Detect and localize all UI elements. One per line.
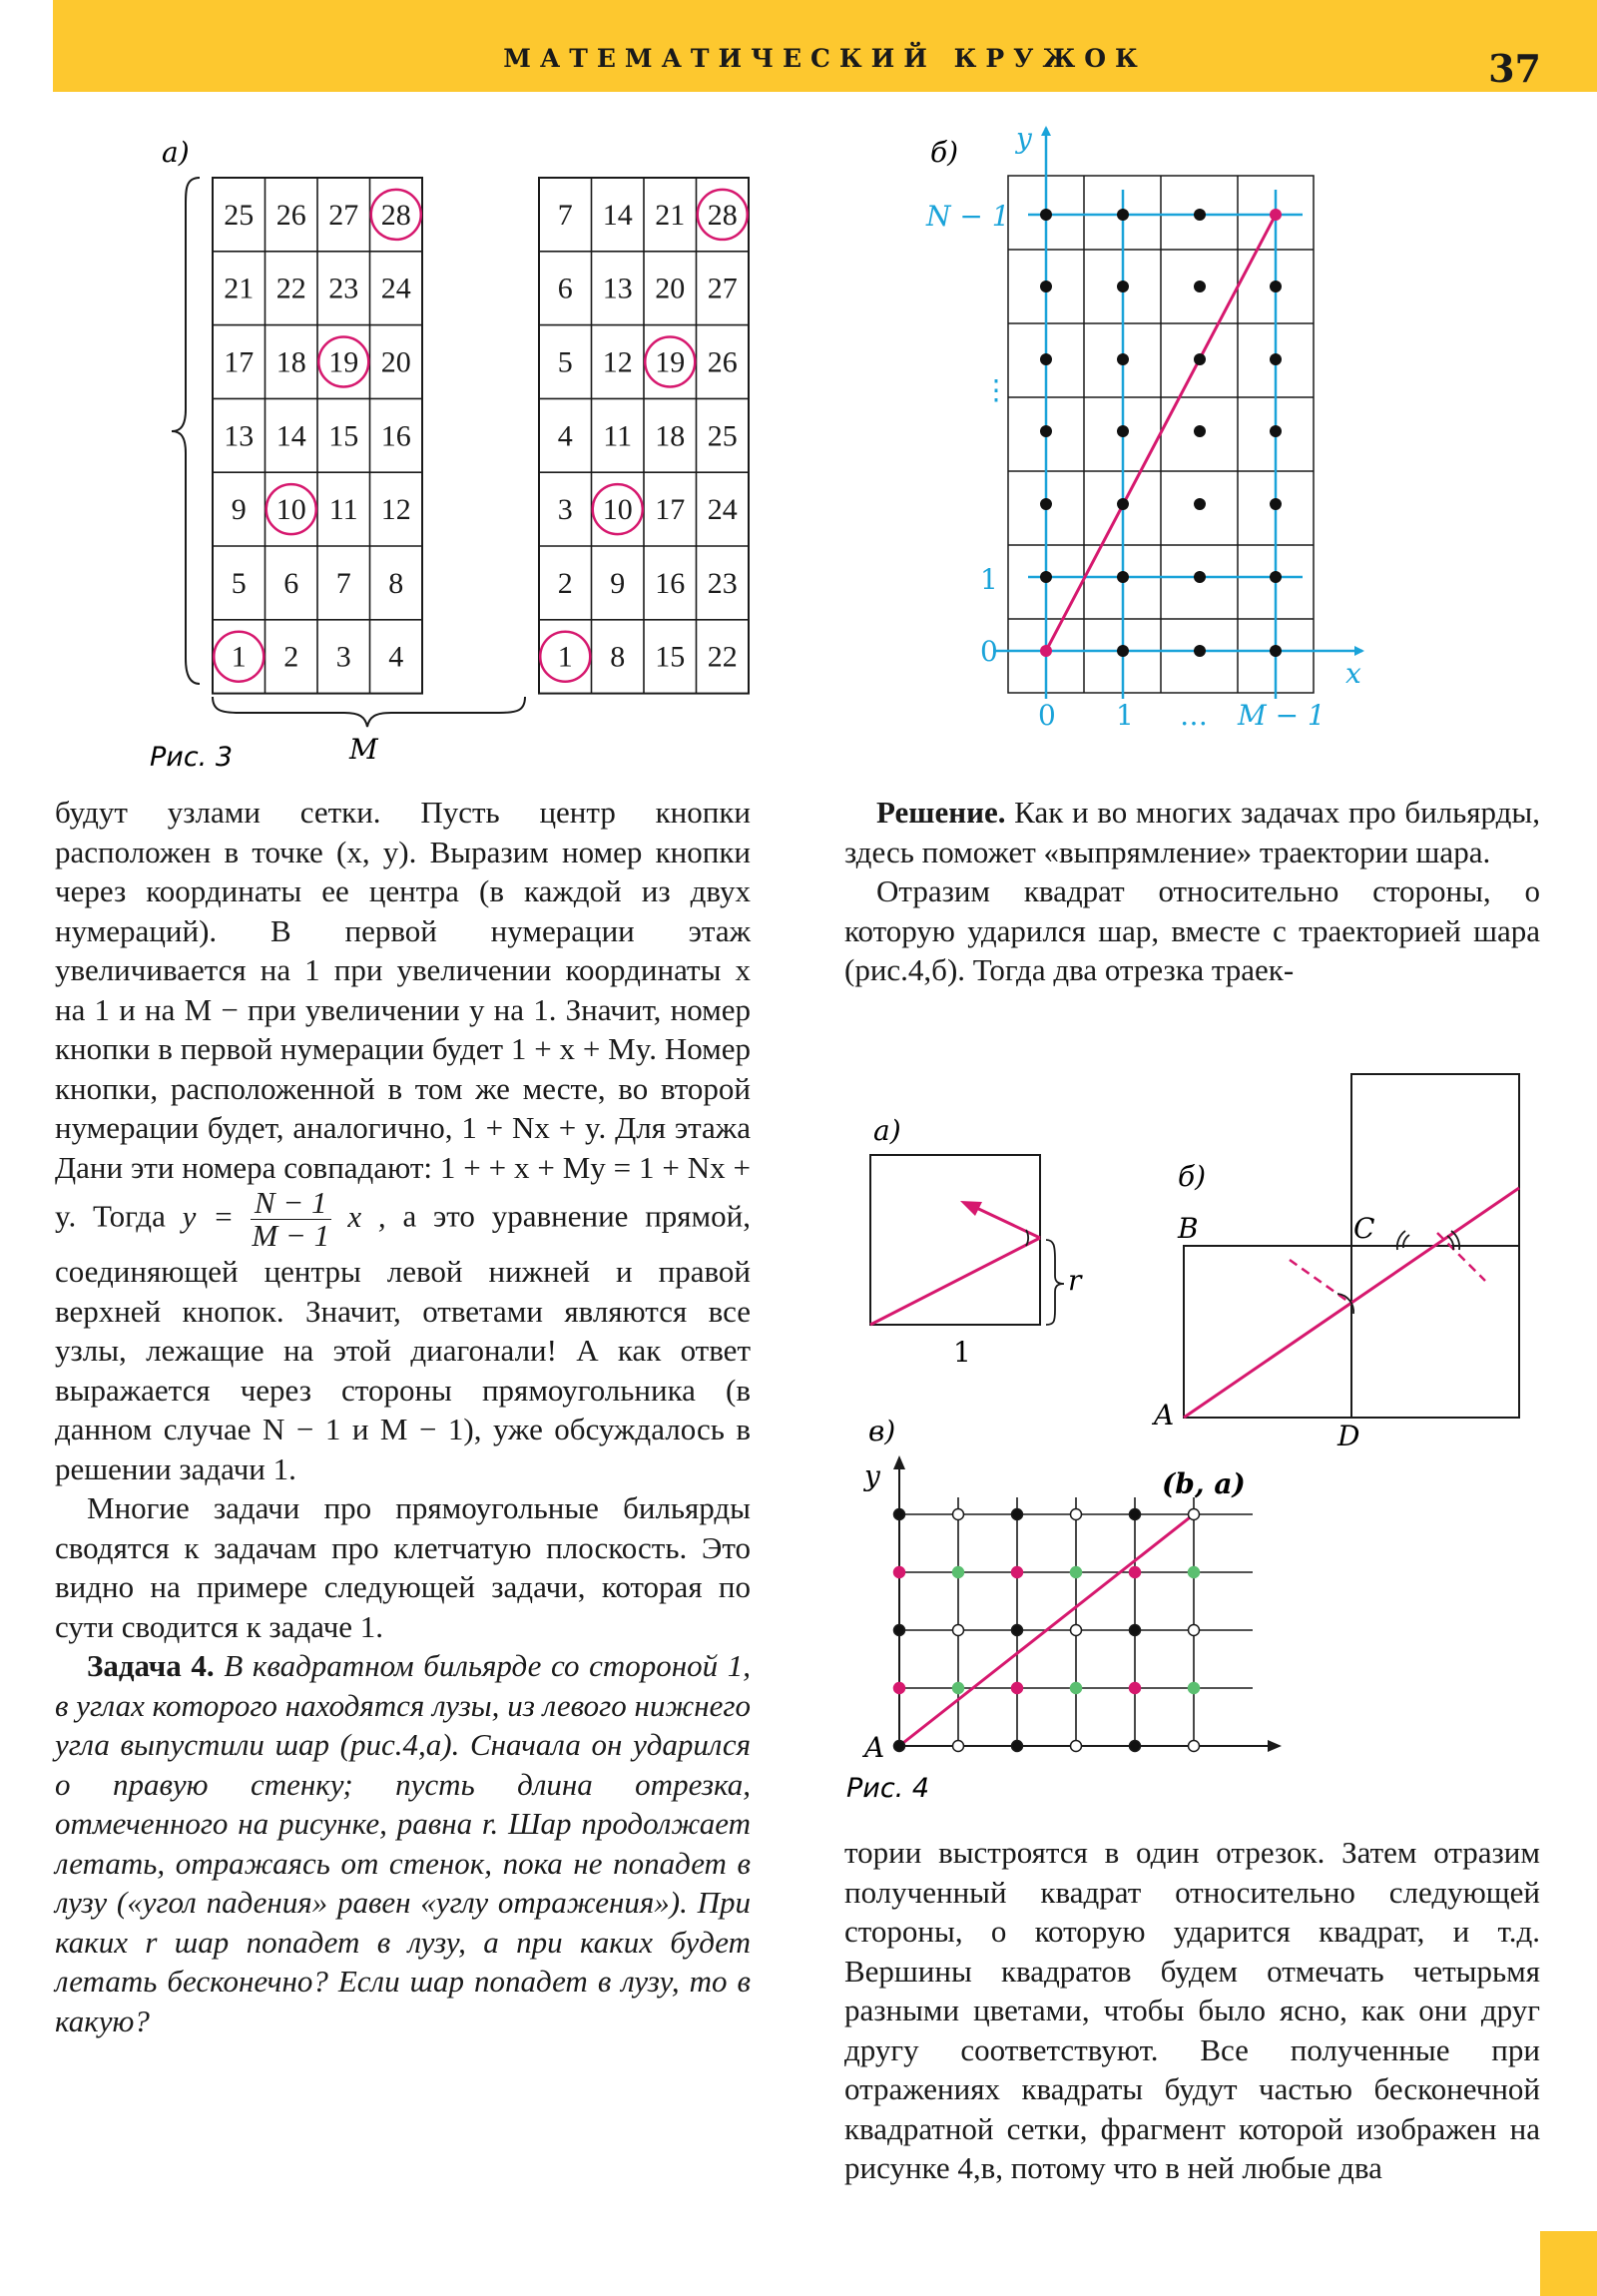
fig3b-node-dot <box>1194 571 1206 583</box>
fig3b-xlabel-one: 1 <box>1116 699 1134 732</box>
fig4v-node-dot <box>1012 1625 1023 1636</box>
fig3b-node-dot <box>1194 645 1206 657</box>
fig3b-ylabel-zero: 0 <box>980 635 998 668</box>
fig4v-node-dot <box>1071 1509 1082 1520</box>
fig4a-label: а) <box>873 1114 901 1147</box>
fig3b-node-dot <box>1117 209 1129 221</box>
fig4v-node-dot <box>1189 1741 1200 1752</box>
fig3b-node-dot <box>1040 571 1052 583</box>
grid-left-cell: 5 <box>231 566 247 600</box>
fraction-numerator: N − 1 <box>251 1187 331 1220</box>
equation-rhs: x , <box>347 1198 386 1234</box>
task-4 <box>55 1646 751 2040</box>
fig4v-node-dot <box>1130 1567 1141 1578</box>
fig4v-node-dot <box>953 1741 964 1752</box>
fig4-caption: Рис. 4 <box>846 1773 930 1804</box>
grid-left-cell: 8 <box>388 566 404 600</box>
fig4b-square-3 <box>1351 1074 1519 1246</box>
fig3b-xlabel-zero: 0 <box>1038 699 1056 732</box>
fig4b-pt-D: D <box>1337 1420 1360 1452</box>
task-text: В квадратном бильярде со стороной 1, в углах которого находятся лузы, из левого нижнего угла выпустили шар (рис.4,а). Сначала он ударился о правую стенку; пусть длина отрезка, отмеченного на рисунке, равна r. Шар продолжает летать, отражаясь от стенок, пока не попадет в лузу («угол падения» равен «углу отражения»). При каких r шар попадет в лузу, а при каких будет летать бесконечно? Если шар попадет в лузу, то в какую? <box>55 1648 752 2038</box>
fig4v-node-dot <box>1071 1683 1082 1694</box>
fig4v-node-dot <box>1130 1683 1141 1694</box>
grid-left-cell: 7 <box>335 566 351 600</box>
fig4a-square <box>870 1155 1040 1325</box>
grid-right-cell: 28 <box>707 198 738 232</box>
fig4v-node-dot <box>1071 1625 1082 1636</box>
fig4v-node-dot <box>894 1741 905 1752</box>
grid-right-cell: 20 <box>655 272 686 305</box>
fig4v-node-dot <box>894 1567 905 1578</box>
fig4v-node-dot <box>1189 1567 1200 1578</box>
grid-right-cell: 4 <box>557 419 573 453</box>
fig4v-label: в) <box>868 1415 896 1447</box>
fig4v-pt-ba: (b, a) <box>1162 1467 1246 1500</box>
fig3b-node-dot <box>1040 209 1052 221</box>
grid-right-cell: 19 <box>655 345 686 379</box>
fig3b-xlabel-dots: … <box>1180 699 1208 732</box>
grid-left-cell: 14 <box>275 419 306 453</box>
grid-right-cell: 15 <box>655 640 686 674</box>
left-paragraph-2: Многие задачи про прямоугольные бильярды сводятся к задачам про клетчатую плоскость. Это видно на примере следующей задачи, которая по сути сводится к задаче 1. <box>55 1490 751 1644</box>
fig4v-node-dot <box>1012 1567 1023 1578</box>
fig4v-pt-A: A <box>864 1731 885 1764</box>
grid-left-cell: 2 <box>283 640 299 674</box>
fig4v-node-dot <box>1130 1509 1141 1520</box>
grid-left-cell: 6 <box>283 566 299 600</box>
fig3b-node-dot <box>1270 645 1282 657</box>
grid-left-cell: 18 <box>275 345 306 379</box>
fig3b-label: б) <box>930 136 959 169</box>
fig4b-dash-1 <box>1290 1260 1351 1304</box>
grid-right-cell: 22 <box>707 640 738 674</box>
grid-left-cell: 24 <box>380 272 411 305</box>
grid-left-cell: 9 <box>231 493 247 527</box>
grid-left-cell: 26 <box>275 198 306 232</box>
figure4b <box>1151 1074 1519 1452</box>
fig4v-node-dot <box>953 1625 964 1636</box>
grid-right-cell: 6 <box>557 272 573 305</box>
equation-lhs: y = <box>182 1198 235 1234</box>
fig3b-node-dot <box>1270 281 1282 292</box>
fig4v-node-dot <box>953 1683 964 1694</box>
grid-left-cell: 20 <box>380 345 411 379</box>
fig4b-square-1 <box>1184 1246 1351 1418</box>
fig4b-angle-arc-3 <box>1447 1231 1459 1250</box>
fig4v-node-dot <box>894 1683 905 1694</box>
figure3a <box>150 136 749 773</box>
grid-left-cell: 16 <box>380 419 411 453</box>
left-brace <box>172 178 200 684</box>
fig4b-pt-B: B <box>1178 1212 1199 1245</box>
grid-left-cell: 21 <box>224 272 255 305</box>
grid-left-cell: 10 <box>275 493 306 527</box>
fig4a-r-brace <box>1046 1240 1064 1325</box>
solution-label: Решение. <box>876 795 1006 830</box>
fig4v-node-dot <box>1130 1741 1141 1752</box>
grid-left-cell: 4 <box>388 640 404 674</box>
grid-left-cell: 12 <box>380 493 411 527</box>
grid-left-cell: 23 <box>328 272 359 305</box>
grid-right-cell: 7 <box>557 198 573 232</box>
bottom-brace <box>213 697 525 727</box>
fig4v-node-dot <box>894 1509 905 1520</box>
fig3b-node-dot <box>1117 571 1129 583</box>
fig3b-node-dot <box>1270 571 1282 583</box>
bottom-brace-label: M <box>349 733 378 766</box>
fraction-denominator: M − 1 <box>252 1218 330 1253</box>
fig4a-trajectory-1 <box>870 1238 1040 1325</box>
fig4b-label: б) <box>1178 1160 1207 1193</box>
fig3b-node-dot <box>1194 353 1206 365</box>
fig3b-node-dot <box>1270 209 1282 221</box>
solution-text: Как и во многих задачах про бильярды, здесь поможет «выпрямление» траектории шара. <box>844 795 1540 869</box>
fig4a-angle-arc <box>1026 1230 1028 1246</box>
fig3-caption: Рис. 3 <box>150 742 234 773</box>
fig4b-square-2 <box>1351 1246 1519 1418</box>
grid-left-cell: 22 <box>275 272 306 305</box>
grid-left-cell: 3 <box>335 640 351 674</box>
figure4a <box>870 1114 1083 1369</box>
fig4v-node-dot <box>953 1567 964 1578</box>
fig4v-node-dot <box>1071 1741 1082 1752</box>
fig4a-trajectory-2 <box>970 1205 1040 1238</box>
fig3b-node-dot <box>1270 425 1282 437</box>
fig3b-node-dot <box>1040 425 1052 437</box>
fig3a-label: а) <box>162 136 190 169</box>
grid-right-cell: 14 <box>602 198 633 232</box>
grid-right-cell: 27 <box>707 272 738 305</box>
grid-right <box>539 178 749 694</box>
grid-right-cell: 16 <box>655 566 686 600</box>
fig3b-xlabel-last: M − 1 <box>1238 699 1326 732</box>
fig4v-node-dot <box>894 1625 905 1636</box>
grid-right-cell: 18 <box>655 419 686 453</box>
fig4v-node-dot <box>1012 1741 1023 1752</box>
grid-right-cell: 12 <box>602 345 633 379</box>
grid-right-cell: 8 <box>610 640 626 674</box>
grid-left-cell: 17 <box>224 345 255 379</box>
grid-left-cell: 1 <box>231 640 247 674</box>
grid-left-cell: 19 <box>328 345 359 379</box>
figure3b <box>925 122 1362 732</box>
fig3b-node-dot <box>1194 209 1206 221</box>
fig3b-node-dot <box>1194 281 1206 292</box>
right-paragraph-2: Отразим квадрат относительно стороны, о которую ударился шар, вместе с траекторией шара (рис.4,б). Тогда два отрезка траек- <box>844 873 1540 987</box>
grid-right-cell: 21 <box>655 198 686 232</box>
fig4v-node-dot <box>953 1509 964 1520</box>
fig3b-node-dot <box>1270 353 1282 365</box>
grid-right-cell: 5 <box>557 345 573 379</box>
solution-paragraph <box>844 793 1540 871</box>
left-paragraph-1 <box>55 793 751 1488</box>
fig3b-ylabel-top: N − 1 <box>926 200 1010 233</box>
fig4b-angle-arc-2 <box>1397 1231 1409 1250</box>
fig4v-node-dot <box>1012 1509 1023 1520</box>
grid-right-cell: 3 <box>557 493 573 527</box>
fig3b-axis-y: y <box>1016 122 1032 155</box>
fig4a-arrowhead <box>960 1201 982 1216</box>
fig4v-node-dot <box>1071 1567 1082 1578</box>
fig3b-node-dot <box>1194 498 1206 510</box>
grid-left-cell: 11 <box>328 493 358 527</box>
fig4a-one-label: 1 <box>953 1336 971 1369</box>
grid-right-cell: 24 <box>707 493 738 527</box>
fig3b-node-dot <box>1194 425 1206 437</box>
grid-right-cell: 10 <box>602 493 633 527</box>
grid-left-cell: 28 <box>380 198 411 232</box>
grid-right-cell: 17 <box>655 493 686 527</box>
figure4v <box>846 1415 1280 1804</box>
fig4b-pt-A: A <box>1154 1399 1175 1432</box>
fig3b-node-dot <box>1117 353 1129 365</box>
grid-right-cell: 2 <box>557 566 573 600</box>
right-paragraph-3: тории выстроятся в один отрезок. Затем отразим полученный квадрат относительно следующей стороны, о которую ударится квадрат, и т.д. Вершины квадратов будем отмечать четырьмя разными цветами, чтобы было ясно, как они друг другу соответствуют. Все полученные при отражениях квадраты будут частью бесконечной квадратной сетки, фрагмент которой изображен на рисунке 4,в, потому что в ней любые два <box>844 1835 1540 2185</box>
fig3b-ylabel-one: 1 <box>980 563 998 596</box>
grid-right-cell: 25 <box>707 419 738 453</box>
fig4v-axis-y-label: y <box>864 1459 880 1492</box>
fig4v-node-dot <box>1012 1683 1023 1694</box>
fig4v-node-dot <box>1130 1625 1141 1636</box>
fig3b-node-dot <box>1040 353 1052 365</box>
fig3b-node-dot <box>1117 281 1129 292</box>
fig3b-node-dot <box>1117 645 1129 657</box>
fig4v-node-dot <box>1189 1625 1200 1636</box>
page-number: 37 <box>1488 46 1541 91</box>
left-p1-text: будут узлами сетки. Пусть центр кнопки расположен в точке (x, y). Выразим номер кнопки через координаты ее центра (в каждой из двух нумераций). В первой нумерации этаж увеличивается на 1 при увеличении координаты x на 1 и на M − при увеличении y на 1. Значит, номер кнопки в первой нумерации будет 1 + x + My. Номер кнопки, расположенной в том же месте, во второй нумерации будет, аналогично, 1 + Nx + y. Для этажа Дани эти номера совпадают: 1 + + x + My = 1 + Nx + y. Тогда <box>55 795 751 1234</box>
fig3b-node-dot <box>1270 498 1282 510</box>
grid-right-cell: 1 <box>557 640 573 674</box>
fig3b-ylabel-dots: ⋮ <box>982 373 1010 406</box>
grid-right-cell: 11 <box>603 419 633 453</box>
fig4v-grid <box>898 1497 1253 1746</box>
fig3b-axis-x: x <box>1345 657 1361 690</box>
task-label: Задача 4. <box>87 1648 215 1683</box>
section-title: МАТЕМАТИЧЕСКИЙ КРУЖОК <box>503 44 1147 73</box>
right-column-bottom <box>844 1833 1540 2188</box>
grid-left-cell: 15 <box>328 419 359 453</box>
fig4b-pt-C: C <box>1353 1212 1375 1245</box>
left-p1-end: а это уравнение прямой, соединяющей центры левой нижней и правой верхней кнопок. Значит, ответами являются все узлы, лежащие на этой диагонали! А как ответ выражается через стороны прямоугольника (в данном случае N − 1 и M − 1), уже обсуждалось в решении задачи 1. <box>55 1198 752 1486</box>
left-column <box>55 793 751 2040</box>
grid-right-cell: 26 <box>707 345 738 379</box>
grid-left-cell: 25 <box>224 198 255 232</box>
grid-left-cell: 27 <box>328 198 359 232</box>
fig3b-node-dot <box>1040 645 1052 657</box>
right-column-top <box>844 793 1540 990</box>
fig4v-node-dot <box>1189 1509 1200 1520</box>
grid-left <box>213 178 422 694</box>
fig3b-node-dot <box>1040 281 1052 292</box>
fig3b-node-dot <box>1040 498 1052 510</box>
fraction <box>251 1187 331 1252</box>
fig3b-node-dot <box>1117 498 1129 510</box>
grid-right-cell: 23 <box>707 566 738 600</box>
grid-right-cell: 13 <box>602 272 633 305</box>
fig4a-r-label: r <box>1068 1264 1082 1297</box>
fig3b-node-dot <box>1117 425 1129 437</box>
fig4v-node-dot <box>1189 1683 1200 1694</box>
grid-right-cell: 9 <box>610 566 626 600</box>
grid-left-cell: 13 <box>224 419 255 453</box>
equation <box>182 1185 403 1253</box>
